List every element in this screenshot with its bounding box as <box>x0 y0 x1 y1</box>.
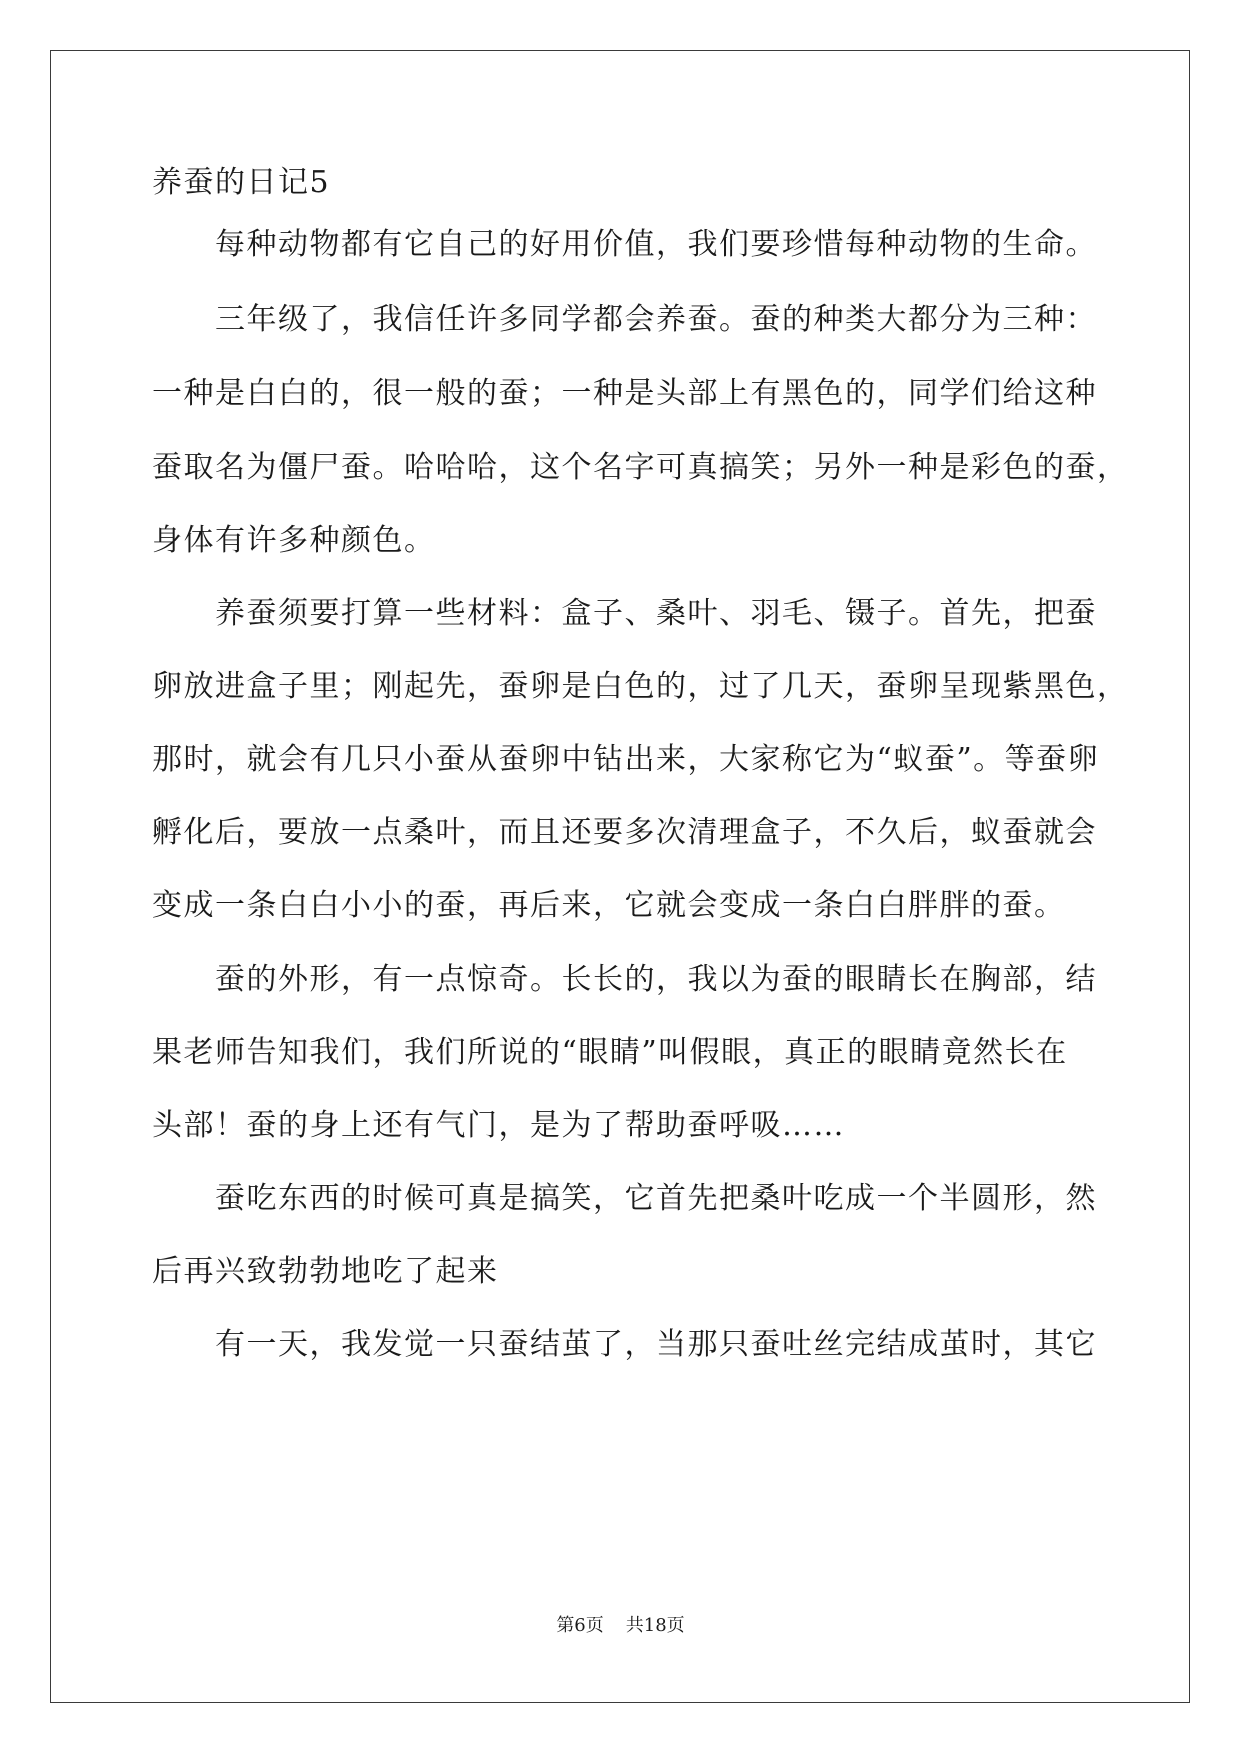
document-title: 养蚕的日记5 <box>152 165 331 200</box>
page-footer <box>0 1614 1241 1638</box>
paragraph-line: 有一天，我发觉一只蚕结茧了，当那只蚕吐丝完结成茧时，其它 <box>215 1327 1097 1362</box>
paragraph-line: 头部！蚕的身上还有气门，是为了帮助蚕呼吸…… <box>152 1108 845 1143</box>
paragraph-line: 身体有许多种颜色。 <box>152 523 436 558</box>
paragraph-line: 每种动物都有它自己的好用价值，我们要珍惜每种动物的生命。 <box>215 227 1097 262</box>
paragraph-line: 后再兴致勃勃地吃了起来 <box>152 1254 499 1289</box>
paragraph-line: 蚕的外形，有一点惊奇。长长的，我以为蚕的眼睛长在胸部，结 <box>215 962 1097 997</box>
paragraph-line: 变成一条白白小小的蚕，再后来，它就会变成一条白白胖胖的蚕。 <box>152 888 1066 923</box>
paragraph-line: 孵化后，要放一点桑叶，而且还要多次清理盒子，不久后，蚁蚕就会 <box>152 815 1097 850</box>
paragraph-line: 一种是白白的，很一般的蚕；一种是头部上有黑色的，同学们给这种 <box>152 376 1097 411</box>
page-number: 第6页 <box>556 1615 604 1636</box>
paragraph-line: 蚕取名为僵尸蚕。哈哈哈，这个名字可真搞笑；另外一种是彩色的蚕， <box>152 450 1129 485</box>
paragraph-line: 蚕吃东西的时候可真是搞笑，它首先把桑叶吃成一个半圆形，然 <box>215 1181 1097 1216</box>
paragraph-line: 果老师告知我们，我们所说的“眼睛”叫假眼，真正的眼睛竟然长在 <box>152 1035 1068 1070</box>
paragraph-line: 三年级了，我信任许多同学都会养蚕。蚕的种类大都分为三种： <box>215 302 1097 337</box>
paragraph-line: 养蚕须要打算一些材料：盒子、桑叶、羽毛、镊子。首先，把蚕 <box>215 596 1097 631</box>
paragraph-line: 那时，就会有几只小蚕从蚕卵中钻出来，大家称它为“蚁蚕”。等蚕卵 <box>152 742 1100 777</box>
page-border <box>50 50 1190 1703</box>
paragraph-line: 卵放进盒子里；刚起先，蚕卵是白色的，过了几天，蚕卵呈现紫黑色， <box>152 669 1129 704</box>
page-total: 共18页 <box>625 1615 685 1636</box>
